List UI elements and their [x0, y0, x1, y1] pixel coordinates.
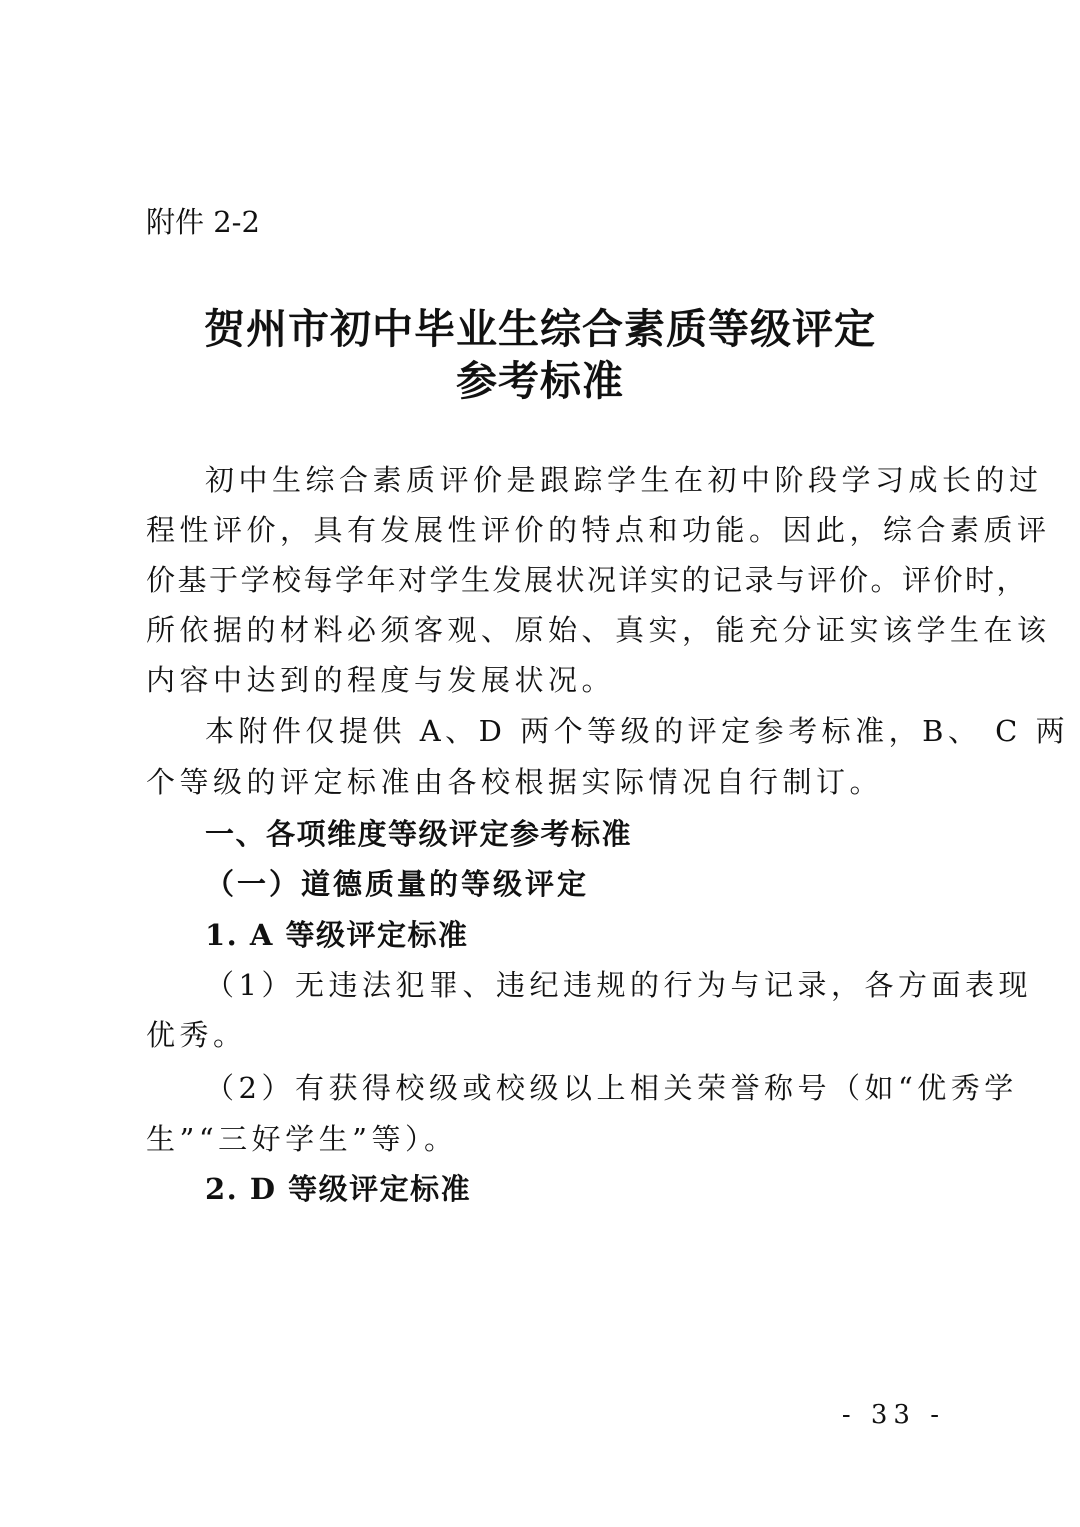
item-a-point: （1）无违法犯罪、违纪违规的行为与记录，各方面表现	[205, 968, 1032, 1002]
intro-line: 价基于学校每学年对学生发展状况详实的记录与评价。评价时，	[146, 563, 1029, 597]
page-title-line1: 贺州市初中毕业生综合素质等级评定	[204, 305, 876, 353]
item-a-point: 优秀。	[146, 1018, 247, 1052]
attachment-label: 附件 2-2	[146, 205, 260, 239]
item-a-point: （2）有获得校级或校级以上相关荣誉称号（如“优秀学	[205, 1071, 1018, 1105]
item-d-heading: 2. D 等级评定标准	[205, 1172, 472, 1206]
page-title-line2: 参考标准	[456, 357, 624, 405]
intro-line: 程性评价，具有发展性评价的特点和功能。因此，综合素质评	[146, 513, 1051, 547]
page-number: - 33 -	[841, 1400, 945, 1430]
note-line: 本附件仅提供 A、D 两个等级的评定参考标准，B、 C 两	[205, 714, 1070, 748]
intro-line: 所依据的材料必须客观、原始、真实，能充分证实该学生在该	[146, 613, 1051, 647]
item-a-heading: 1. A 等级评定标准	[205, 918, 469, 952]
intro-line: 初中生综合素质评价是跟踪学生在初中阶段学习成长的过	[205, 463, 1043, 497]
intro-line: 内容中达到的程度与发展状况。	[146, 663, 616, 697]
section-heading: 一、各项维度等级评定参考标准	[205, 817, 633, 851]
item-a-point: 生”“三好学生”等）。	[146, 1122, 458, 1156]
subsection-heading: （一）道德质量的等级评定	[205, 867, 590, 901]
note-line: 个等级的评定标准由各校根据实际情况自行制订。	[146, 765, 884, 799]
